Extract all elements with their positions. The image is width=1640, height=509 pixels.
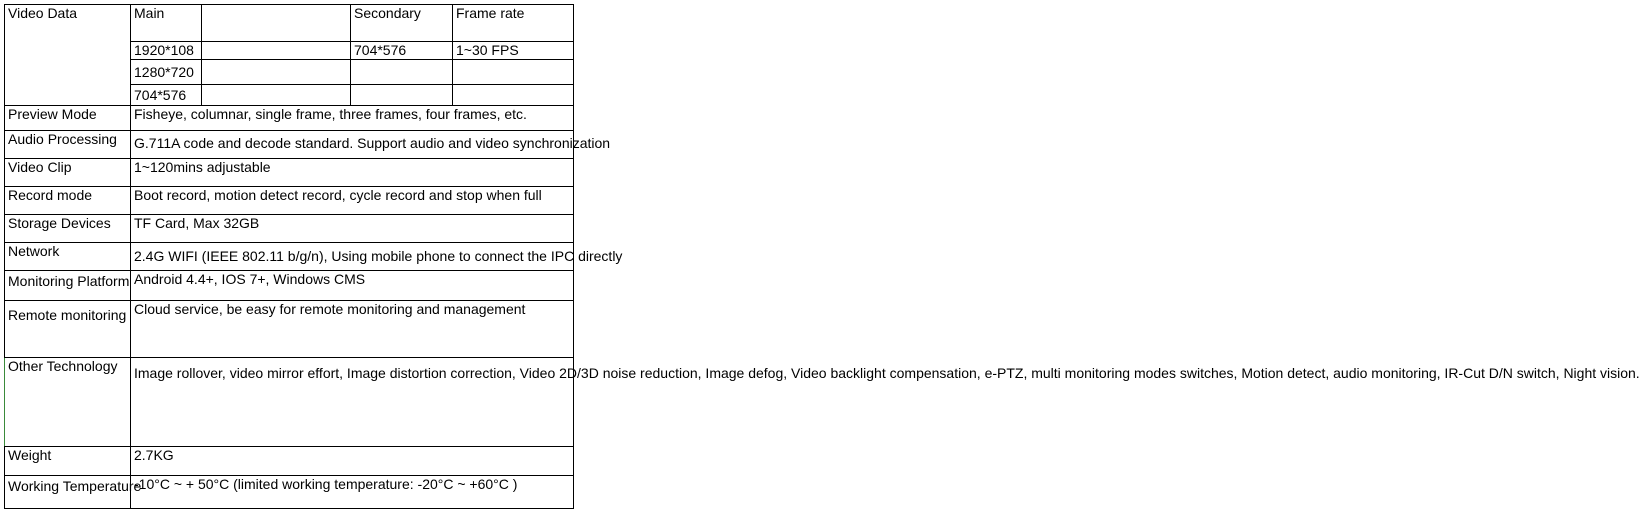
spec-label: Weight (5, 447, 131, 476)
video-data-header-row (5, 5, 574, 42)
video-blank-1 (202, 42, 351, 60)
video-secondary-1: 704*576 (351, 42, 453, 60)
spec-row-preview-mode (5, 106, 574, 131)
spec-value: Boot record, motion detect record, cycle record and stop when full (131, 187, 574, 215)
video-blank-3 (202, 85, 351, 106)
spec-value: 1~120mins adjustable (131, 159, 574, 187)
video-main-1: 1920*108 (131, 42, 202, 60)
video-main-3: 704*576 (131, 85, 202, 106)
spec-label: Video Clip (5, 159, 131, 187)
video-main-2: 1280*720 (131, 60, 202, 85)
spec-label: Working Temperature (8, 478, 142, 494)
spec-value: Fisheye, columnar, single frame, three frames, four frames, etc. (131, 106, 574, 131)
spec-value: G.711A code and decode standard. Support audio and video synchronization (134, 135, 611, 151)
video-blank-2 (202, 60, 351, 85)
spec-value: 2.7KG (131, 447, 574, 476)
spec-row-other-technology (5, 358, 574, 447)
spec-value: Cloud service, be easy for remote monitoring and management (131, 301, 574, 358)
video-header-main: Main (131, 5, 202, 42)
spec-value: -10°C ~ + 50°C (limited working temperature: -20°C ~ +60°C ) (131, 476, 574, 509)
spec-label: Record mode (5, 187, 131, 215)
spec-value: Image rollover, video mirror effort, Image distortion correction, Video 2D/3D noise reduction, Image defog, Video backlight compensation, e-PTZ, multi monitoring modes switches, Motion detect, audio monitoring, IR-Cut D/N switch, Night vision. (131, 358, 574, 447)
spec-label: Other Technology (5, 358, 131, 447)
video-data-label: Video Data (5, 5, 131, 106)
video-frame-rate-1: 1~30 FPS (453, 42, 574, 60)
spec-label: Storage Devices (5, 215, 131, 243)
spec-row-monitoring-platform (5, 271, 574, 301)
video-secondary-2 (351, 60, 453, 85)
spec-label: Monitoring Platform (8, 273, 130, 289)
spec-value: TF Card, Max 32GB (131, 215, 574, 243)
spec-row-storage-devices (5, 215, 574, 243)
spec-row-weight (5, 447, 574, 476)
spec-row-working-temperature (5, 476, 574, 509)
spec-row-audio-processing (5, 131, 574, 159)
spec-table (4, 4, 1640, 509)
spec-label: Network (5, 243, 131, 271)
spec-value: 2.4G WIFI (IEEE 802.11 b/g/n), Using mobile phone to connect the IPC directly (134, 248, 623, 264)
spec-label: Preview Mode (5, 106, 131, 131)
spec-row-network (5, 243, 574, 271)
spec-row-record-mode (5, 187, 574, 215)
spec-label: Audio Processing (5, 131, 131, 159)
spec-label: Remote monitoring (5, 301, 131, 358)
spec-row-remote-monitoring (5, 301, 574, 358)
video-header-frame-rate: Frame rate (453, 5, 574, 42)
video-secondary-3 (351, 85, 453, 106)
video-header-secondary: Secondary (351, 5, 453, 42)
video-header-blank (202, 5, 351, 42)
video-frame-rate-3 (453, 85, 574, 106)
spec-row-video-clip (5, 159, 574, 187)
spec-value: Android 4.4+, IOS 7+, Windows CMS (131, 271, 574, 301)
video-frame-rate-2 (453, 60, 574, 85)
